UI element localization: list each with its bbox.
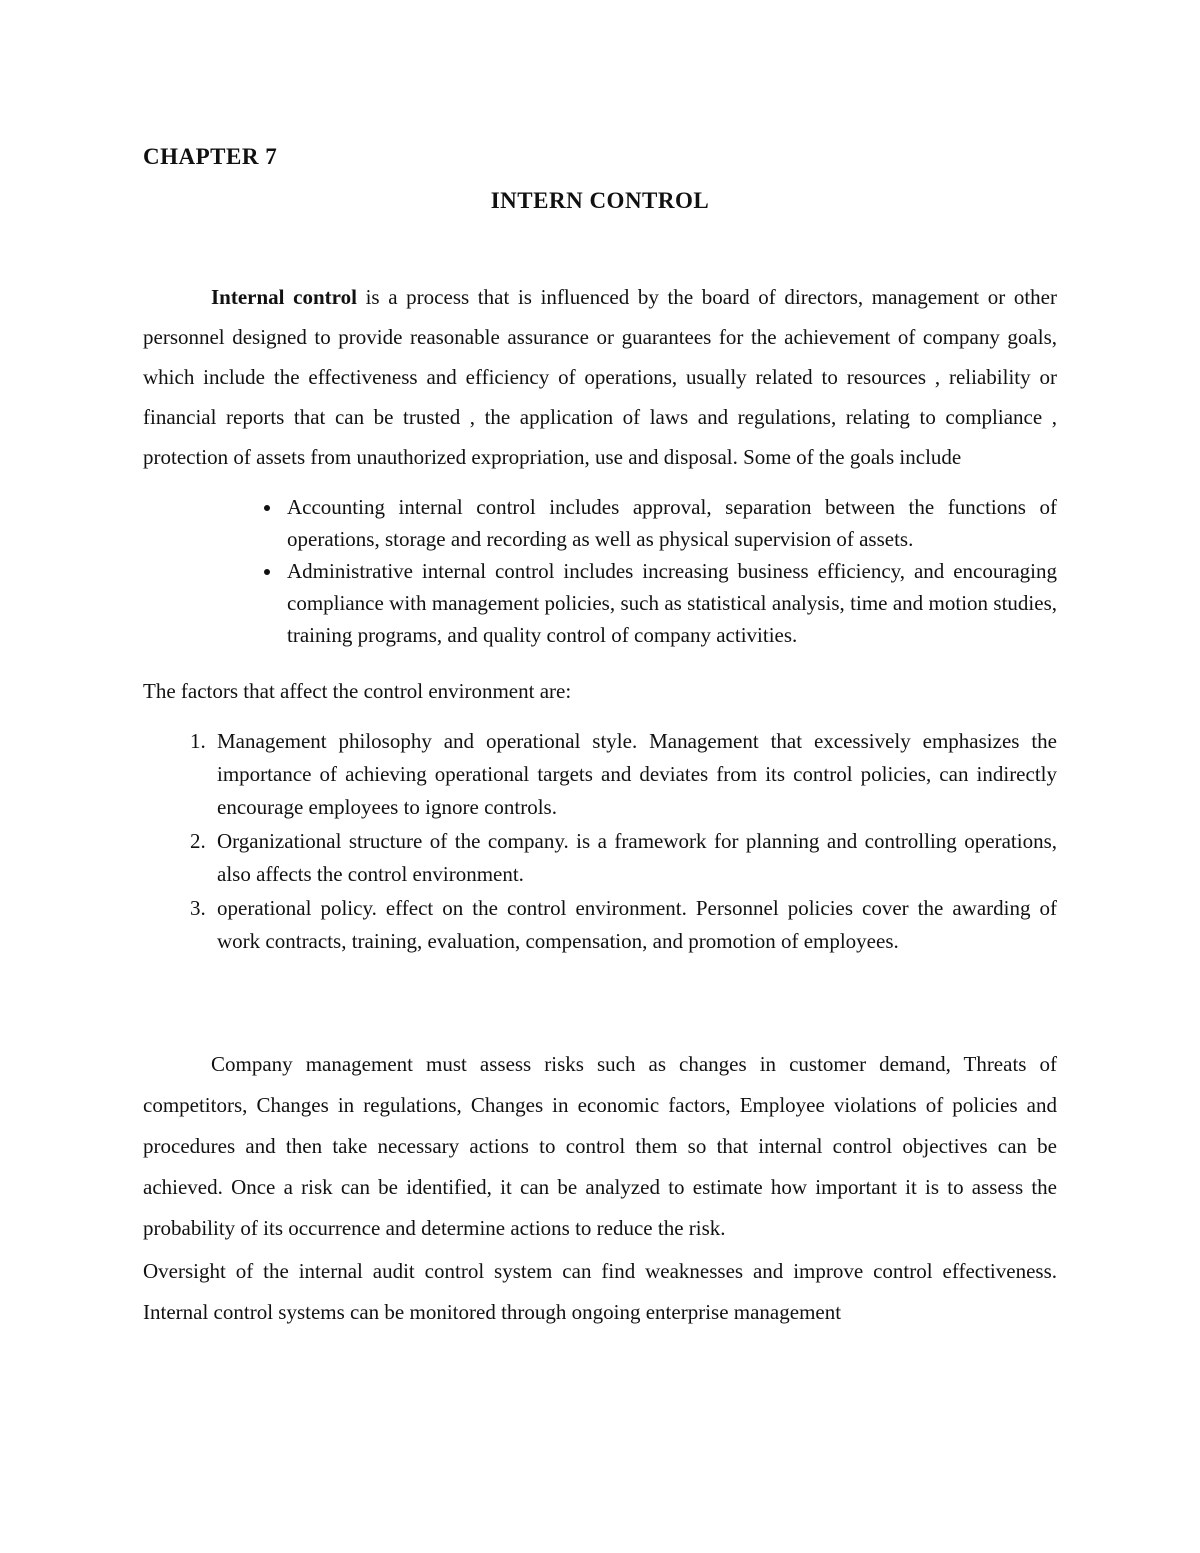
factors-heading: The factors that affect the control environment are: bbox=[143, 679, 572, 703]
oversight-paragraph: Oversight of the internal audit control system can find weaknesses and improve control effectiveness. Internal control systems can be monitored through ongoing enterprise management bbox=[143, 1259, 1057, 1324]
factor-operational-policy: 3. operational policy. effect on the control environment. Personnel policies cover the awarding of work contracts, training, evaluation, compensation, and promotion of employees. bbox=[211, 892, 1057, 958]
bullet-accounting-control: • Accounting internal control includes approval, separation between the functions of operations, storage and recording as well as physical supervision of assets. bbox=[283, 491, 1057, 555]
factor-management-philosophy: 1. Management philosophy and operational style. Management that excessively emphasizes the importance of achieving operational targets and deviates from its control policies, can indirectly encourage employees to ignore controls. bbox=[211, 725, 1057, 824]
factors-numbered-list bbox=[143, 725, 1057, 958]
intro-paragraph bbox=[143, 277, 1057, 477]
goals-bullet-list bbox=[143, 491, 1057, 651]
bullet-administrative-control: • Administrative internal control includes increasing business efficiency, and encouraging compliance with management policies, such as statistical analysis, time and motion studies, training programs, and quality control of company activities. bbox=[283, 555, 1057, 651]
document-title: INTERN CONTROL bbox=[490, 188, 710, 213]
intro-body-text: is a process that is influenced by the board of directors, management or other personnel designed to provide reasonable assurance or guarantees for the achievement of company goals, which include the effectiveness and efficiency of operations, usually related to resources , reliability or financial reports that can be trusted , the application of laws and regulations, relating to compliance , protection of assets from unauthorized expropriation, use and disposal. Some of the goals include bbox=[143, 285, 1057, 469]
intro-lead-term: Internal control bbox=[211, 285, 357, 309]
factor-organizational-structure: 2. Organizational structure of the company. is a framework for planning and controlling operations, also affects the control environment. bbox=[211, 825, 1057, 891]
chapter-heading: CHAPTER 7 bbox=[143, 144, 278, 169]
risk-assessment-paragraph: Company management must assess risks such as changes in customer demand, Threats of competitors, Changes in regulations, Changes in economic factors, Employee violations of policies and procedures and then take necessary actions to control them so that internal control objectives can be achieved. Once a risk can be identified, it can be analyzed to estimate how important it is to assess the probability of its occurrence and determine actions to reduce the risk. bbox=[143, 1052, 1057, 1240]
